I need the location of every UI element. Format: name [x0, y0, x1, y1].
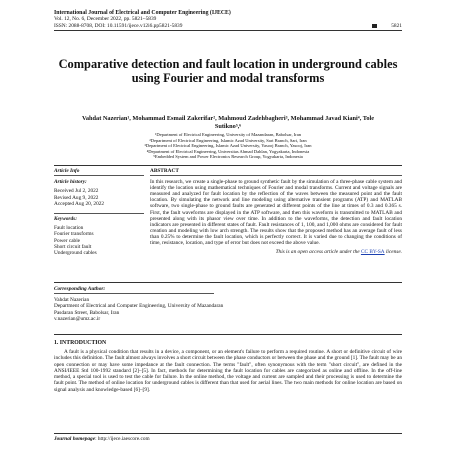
article-info-heading: Article Info [54, 168, 144, 176]
issn-line: ISSN: 2088-8708, DOI: 10.11591/ijece.v12i6.pp5821-5839 [54, 22, 183, 29]
journal-footer [54, 436, 150, 442]
volume-line: Vol. 12, No. 6, December 2022, pp. 5821~5839 [54, 16, 157, 23]
paper-title: Comparative detection and fault location in underground cables using Fourier and modal transforms [58, 57, 398, 85]
license-line [150, 249, 402, 255]
page-number: 5821 [391, 22, 402, 29]
info-box-bottom-rule [54, 282, 402, 283]
abstract-heading: ABSTRACT [150, 168, 402, 176]
affiliation-3: ³Department of Electrical Engineering, Islamic Azad University, Yasooj Branch, Yasooj, Iran [144, 143, 312, 148]
article-history [54, 179, 144, 207]
keywords-heading: Keywords: [54, 216, 77, 223]
affiliation-4: ⁴Department of Electrical Engineering, Universitas Ahmad Dahlan, Yogyakarta, Indonesia [146, 148, 310, 154]
keyword-item: Short circuit fault [54, 243, 92, 250]
corresponding-author-dept: Department of Electrical and Computer Engineering, University of Mazandaran [54, 303, 224, 310]
abstract-column [150, 168, 402, 255]
corresponding-author-block [54, 286, 402, 322]
correspondence-bottom-rule [54, 334, 402, 335]
article-info-column [54, 168, 144, 256]
journal-name: International Journal of Electrical and Computer Engineering (IJECE) [54, 10, 231, 16]
info-box-top-rule [54, 165, 402, 166]
author-list: Vahdat Nazerian¹, Mohammad Esmail Zakerifar², Mahmoud Zadehbagheri³, Mohammad Javad Kiani⁴, Tole Sutikno⁵,⁶ [81, 115, 375, 130]
affiliation-5: ⁵Embedded System and Power Electronics Research Group, Yogyakarta, Indonesia [153, 154, 303, 159]
affiliation-list [70, 132, 386, 160]
license-prefix: This is an open access article under the [275, 249, 361, 256]
footer-rule [54, 433, 402, 434]
journal-header [54, 10, 402, 29]
corresponding-author-heading: Corresponding Author: [54, 286, 214, 294]
introduction-heading: 1. INTRODUCTION [54, 340, 107, 346]
keyword-item: Fourier transforms [54, 231, 94, 238]
keyword-item: Fault location [54, 225, 84, 232]
corresponding-author-email[interactable]: v.nazerian@umz.ac.ir [54, 315, 101, 322]
header-rule [54, 30, 402, 31]
keywords-block [54, 213, 144, 256]
history-received: Received Jul 2, 2022 [54, 188, 99, 195]
affiliation-2: ²Department of Electrical Engineering, Islamic Azad University, Sari Branch, Sari, Iran [149, 137, 307, 143]
keyword-item: Power cable [54, 237, 81, 244]
keyword-item: Underground cables [54, 250, 97, 257]
page-marker-icon [372, 24, 377, 28]
article-history-heading: Article history: [54, 179, 87, 186]
history-accepted: Accepted Aug 20, 2022 [54, 200, 105, 207]
corresponding-author-name: Vahdat Nazerian [54, 297, 90, 304]
corresponding-author-address: Pasdaran Street, Babolsar, Iran [54, 309, 120, 316]
footer-label: Journal homepage [54, 436, 96, 442]
footer-url[interactable]: : http://ijece.iaescore.com [95, 436, 150, 442]
license-suffix: license. [384, 249, 402, 256]
abstract-text: In this research, we create a single-phase to ground synthetic fault by the simulation of a three-phase cable system and identify the location using mathematical techniques of Fourier and modal transforms. Current and voltage signals are measured and analyzed for fault location by the reflection of the waves between the measured point and the fault location. By simulating the network and line modeling using alternative transient programs (ATP) and MATLAB software, two single-phase to ground faults are generated at different points of the line at times of 0.3 and 0.365 s. First, the fault waveforms are displayed in the ATP software, and then this waveform is transmitted to MATLAB and presented along with its phasor view over time. In addition to the waveforms, the detection and fault location indicators are presented in different states of fault. Fault resistances of 1, 100, and 1,000 ohms are considered for fault creation and modeling with low arch strength. The results show that the proposed method has an average fault of less than 0.25% to determine the fault location, which is perfectly correct. It is varied due to changing the conditions of time, resistance, location, and type of error but does not exceed the above value. [150, 179, 402, 247]
affiliation-1: ¹Department of Electrical Engineering, University of Mazandaran, Babolsar, Iran [155, 132, 301, 137]
history-revised: Revised Aug 9, 2022 [54, 194, 99, 201]
introduction-text: A fault is a physical condition that results in a device, a component, or an element's failure to perform a required routine. A short or definitive circuit of wire includes this definition. The fault almost always involves a short circuit between the phase conductors or between the phase and the ground [1]. The fault may be an open connection or may have some impedance at the fault connection. The terms "fault", often synonymous with the term "short circuit", are defined in the ANSI/IEEE Std 100-1992 standard [2]–[5]. In fact, methods for determining the fault location for cables are categorized as online and offline. In the off-line method, a special tool is used to test the cable for failure. In the online method, the voltage and current are sampled and their processing is used to determine the fault point. The method of online location for underground cables is different than that used for aerial lines. The two main methods for online location are based on signal analysis and knowledge-based [6]–[9]. [54, 349, 402, 393]
license-link[interactable]: CC BY-SA [360, 249, 385, 256]
